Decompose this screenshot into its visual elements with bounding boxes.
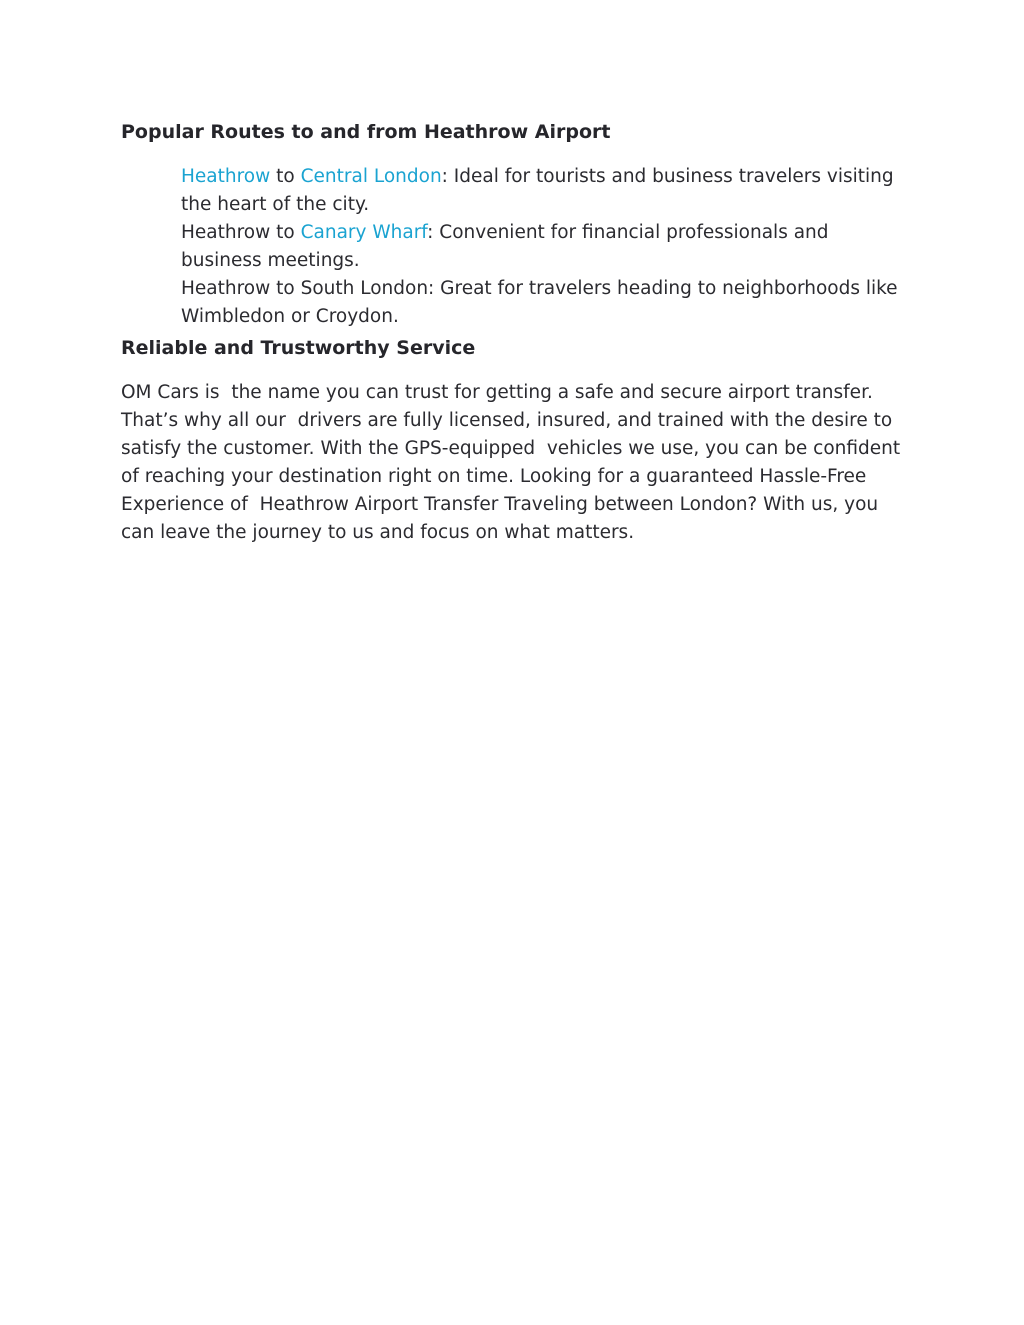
route-description: : Convenient for financial professionals and business meetings. bbox=[181, 222, 829, 271]
heading-reliable-service: Reliable and Trustworthy Service bbox=[121, 337, 476, 359]
service-paragraph: OM Cars is the name you can trust for getting a safe and secure airport transfer. That’s why all our drivers are fully licensed, insured, and trained with the desire to satisfy the customer. With the GPS-equipped vehicles we use, you can be confident of reaching your destination right on time. Looking for a guaranteed Hassle-Free Experience of Heathrow Airport Transfer Traveling between London? With us, you can leave the journey to us and focus on what matters. bbox=[121, 382, 907, 543]
route-item-canary-wharf bbox=[181, 219, 911, 275]
route-item-south-london: Heathrow to South London: Great for travelers heading to neighborhoods like Wimbledon or Croydon. bbox=[181, 278, 898, 327]
link-central-london[interactable]: Central London bbox=[300, 166, 442, 187]
document-content bbox=[121, 117, 911, 547]
link-canary-wharf[interactable]: Canary Wharf bbox=[300, 222, 428, 243]
routes-list bbox=[121, 163, 911, 331]
route-description: : Ideal for tourists and business travelers visiting the heart of the city. bbox=[181, 166, 894, 215]
route-item-central-london bbox=[181, 163, 911, 219]
route-prefix: Heathrow to bbox=[181, 222, 301, 243]
heading-popular-routes: Popular Routes to and from Heathrow Airport bbox=[121, 121, 611, 143]
link-heathrow[interactable]: Heathrow bbox=[181, 166, 271, 187]
route-connector: to bbox=[270, 166, 301, 187]
